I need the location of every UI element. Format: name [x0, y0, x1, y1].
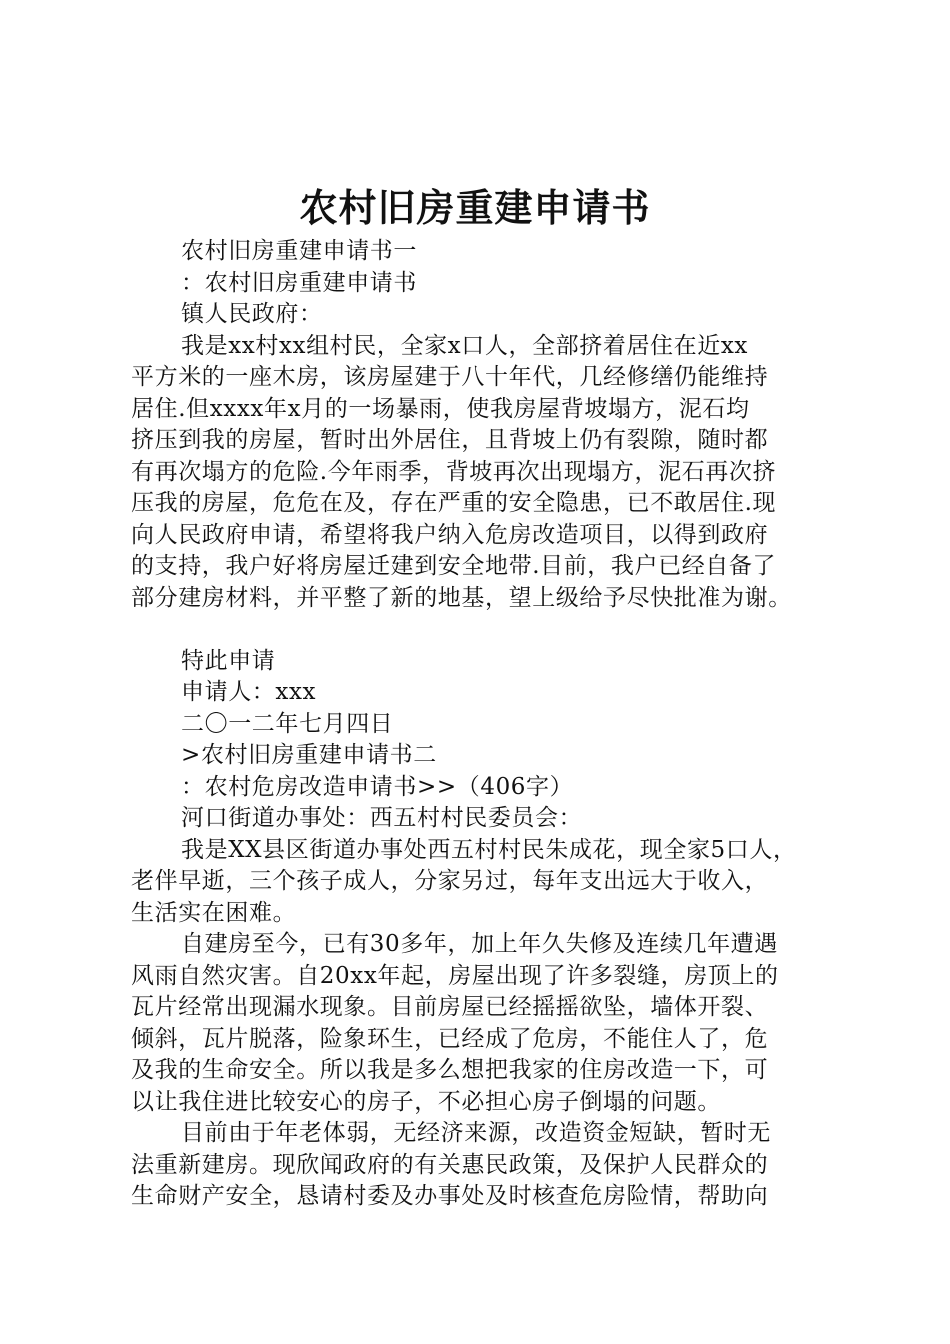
text-line: ：农村旧房重建申请书	[181, 269, 417, 296]
text-line: 河口街道办事处：西五村村民委员会：	[181, 805, 583, 831]
text-line-block	[131, 740, 843, 772]
text-line: 我是XX县区街道办事处西五村村民朱成花，现全家5口人，	[181, 836, 797, 863]
text-line: 镇人民政府：	[181, 301, 323, 327]
text-line: 申请人：xxx	[181, 679, 317, 705]
text-line-block	[131, 646, 843, 678]
paragraph-gap	[131, 614, 843, 646]
text-line: 居住.但xxxx年x月的一场暴雨，使我房屋背坡塌方，泥石均	[131, 395, 750, 422]
text-line: 及我的生命安全。所以我是多么想把我家的住房改造一下，可	[131, 1057, 769, 1083]
text-line: 瓦片经常出现漏水现象。目前房屋已经摇摇欲坠，墙体开裂、	[131, 994, 769, 1020]
text-line: 的支持，我户好将房屋迁建到安全地带.目前，我户已经自备了	[131, 553, 777, 579]
text-line-block	[131, 299, 843, 331]
text-line: 自建房至今，已有30多年，加上年久失修及连续几年遭遇	[181, 931, 778, 957]
document-body	[131, 236, 843, 1213]
paragraph	[131, 929, 843, 1118]
text-line: ：农村危房改造申请书>>（406字）	[181, 773, 574, 800]
text-line-block	[131, 709, 843, 741]
text-line: 农村旧房重建申请书一	[181, 238, 417, 264]
text-line: 以让我住进比较安心的房子，不必担心房子倒塌的问题。	[131, 1088, 721, 1115]
text-line: >农村旧房重建申请书二	[181, 742, 437, 768]
text-line: 特此申请	[181, 647, 276, 674]
paragraph	[131, 1118, 843, 1213]
text-line: 我是xx村xx组村民，全家x口人，全部挤着居住在近xx	[181, 332, 748, 359]
text-line: 平方米的一座木房，该房屋建于八十年代，几经修缮仍能维持	[131, 364, 769, 390]
text-line: 目前由于年老体弱，无经济来源，改造资金短缺，暂时无	[181, 1120, 771, 1146]
text-line: 有再次塌方的危险.今年雨季，背坡再次出现塌方，泥石再次挤	[131, 458, 777, 485]
text-line-block	[131, 803, 843, 835]
text-line-block	[131, 236, 843, 268]
text-line: 风雨自然灾害。自20xx年起，房屋出现了许多裂缝，房顶上的	[131, 962, 779, 989]
paragraph	[131, 331, 843, 615]
text-line: 倾斜，瓦片脱落，险象环生，已经成了危房，不能住人了，危	[131, 1025, 769, 1052]
text-line: 挤压到我的房屋，暂时出外居住，且背坡上仍有裂隙，随时都	[131, 427, 769, 453]
text-line: 生活实在困难。	[131, 899, 297, 926]
text-line-block	[131, 677, 843, 709]
document-title: 农村旧房重建申请书	[299, 186, 651, 230]
text-line: 生命财产安全，恳请村委及办事处及时核查危房险情，帮助向	[131, 1183, 769, 1209]
text-line: 向人民政府申请，希望将我户纳入危房改造项目，以得到政府	[131, 521, 769, 548]
text-line: 老伴早逝，三个孩子成人，分家另过，每年支出远大于收入，	[131, 868, 769, 894]
text-line-block	[131, 772, 843, 804]
text-line: 二〇一二年七月四日	[181, 710, 394, 737]
text-line: 压我的房屋，危危在及，存在严重的安全隐患，已不敢居住.现	[131, 490, 777, 516]
text-line: 法重新建房。现欣闻政府的有关惠民政策，及保护人民群众的	[131, 1151, 769, 1178]
text-line: 部分建房材料，并平整了新的地基，望上级给予尽快批准为谢。	[131, 584, 792, 611]
text-line-block	[131, 268, 843, 300]
paragraph	[131, 835, 843, 930]
